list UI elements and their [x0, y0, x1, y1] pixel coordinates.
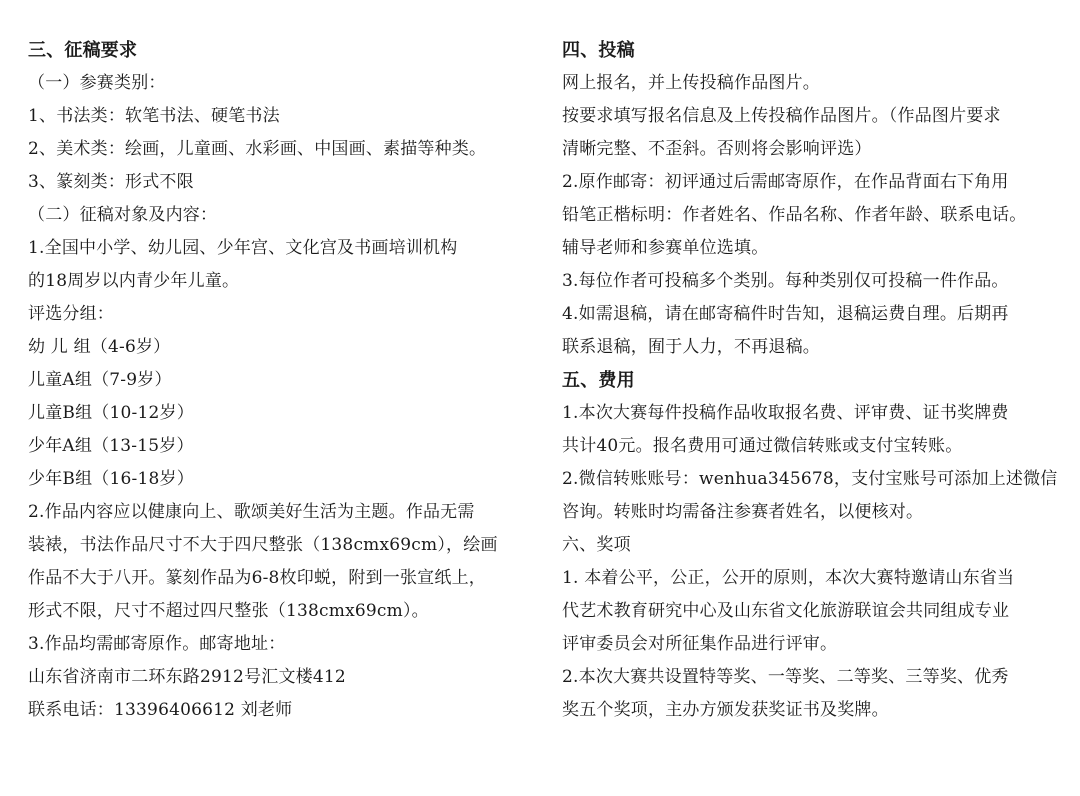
- text-line: 3.每位作者可投稿多个类别。每种类别仅可投稿一件作品。: [562, 271, 1009, 291]
- text-line: 评审委员会对所征集作品进行评审。: [562, 634, 838, 654]
- text-line: 3.作品均需邮寄原作。邮寄地址：: [28, 634, 286, 654]
- text-line: 装裱，书法作品尺寸不大于四尺整张（138cmx69cm），绘画: [28, 535, 498, 555]
- text-line: 代艺术教育研究中心及山东省文化旅游联谊会共同组成专业: [562, 601, 1010, 621]
- text-line: 3、篆刻类：形式不限: [28, 172, 194, 192]
- text-line: 2.本次大赛共设置特等奖、一等奖、二等奖、三等奖、优秀: [562, 667, 1009, 687]
- text-line: 咨询。转账时均需备注参赛者姓名，以便核对。: [562, 502, 924, 522]
- text-line: 1、书法类：软笔书法、硬笔书法: [28, 106, 280, 126]
- text-line: 作品不大于八开。篆刻作品为6-8枚印蜕，附到一张宣纸上，: [28, 568, 486, 588]
- text-line: 辅导老师和参赛单位选填。: [562, 238, 769, 258]
- text-line: 清晰完整、不歪斜。否则将会影响评选）: [562, 139, 872, 159]
- left-column: [28, 34, 528, 727]
- text-line: 铅笔正楷标明：作者姓名、作品名称、作者年龄、联系电话。: [562, 205, 1027, 225]
- section-heading: 三、征稿要求: [28, 40, 138, 61]
- text-line: 少年B组（16-18岁）: [28, 469, 194, 489]
- text-line: 六、奖项: [562, 535, 631, 555]
- text-line: 幼 儿 组（4-6岁）: [28, 337, 171, 357]
- text-line: 2.微信转账账号：wenhua345678，支付宝账号可添加上述微信: [562, 469, 1058, 489]
- section-heading: 五、费用: [562, 370, 635, 391]
- text-line: 的18周岁以内青少年儿童。: [28, 271, 240, 291]
- text-line: 儿童A组（7-9岁）: [28, 370, 172, 390]
- text-line: 评选分组：: [28, 304, 114, 324]
- text-line: 形式不限，尺寸不超过四尺整张（138cmx69cm）。: [28, 601, 429, 621]
- text-line: 2.原作邮寄：初评通过后需邮寄原作，在作品背面右下角用: [562, 172, 1009, 192]
- text-line: 联系退稿，囿于人力，不再退稿。: [562, 337, 820, 357]
- text-line: 4.如需退稿，请在邮寄稿件时告知，退稿运费自理。后期再: [562, 304, 1009, 324]
- text-line: 奖五个奖项，主办方颁发获奖证书及奖牌。: [562, 700, 889, 720]
- text-line: 儿童B组（10-12岁）: [28, 403, 194, 423]
- text-line: 网上报名，并上传投稿作品图片。: [562, 73, 820, 93]
- text-line: 共计40元。报名费用可通过微信转账或支付宝转账。: [562, 436, 963, 456]
- text-line: 1.全国中小学、幼儿园、少年宫、文化宫及书画培训机构: [28, 238, 458, 258]
- text-line: 山东省济南市二环东路2912号汇文楼412: [28, 667, 346, 687]
- text-line: 2.作品内容应以健康向上、歌颂美好生活为主题。作品无需: [28, 502, 475, 522]
- text-line: 按要求填写报名信息及上传投稿作品图片。（作品图片要求: [562, 106, 1001, 126]
- text-line: 1. 本着公平，公正，公开的原则，本次大赛特邀请山东省当: [562, 568, 1015, 588]
- text-line: 1.本次大赛每件投稿作品收取报名费、评审费、证书奖牌费: [562, 403, 1009, 423]
- text-line: 联系电话：13396406612 刘老师: [28, 700, 293, 720]
- text-line: （二）征稿对象及内容：: [28, 205, 218, 225]
- text-line: 少年A组（13-15岁）: [28, 436, 194, 456]
- text-line: 2、美术类：绘画，儿童画、水彩画、中国画、素描等种类。: [28, 139, 487, 159]
- text-line: （一）参赛类别：: [28, 73, 166, 93]
- right-column: [562, 34, 1062, 727]
- section-heading: 四、投稿: [562, 40, 635, 61]
